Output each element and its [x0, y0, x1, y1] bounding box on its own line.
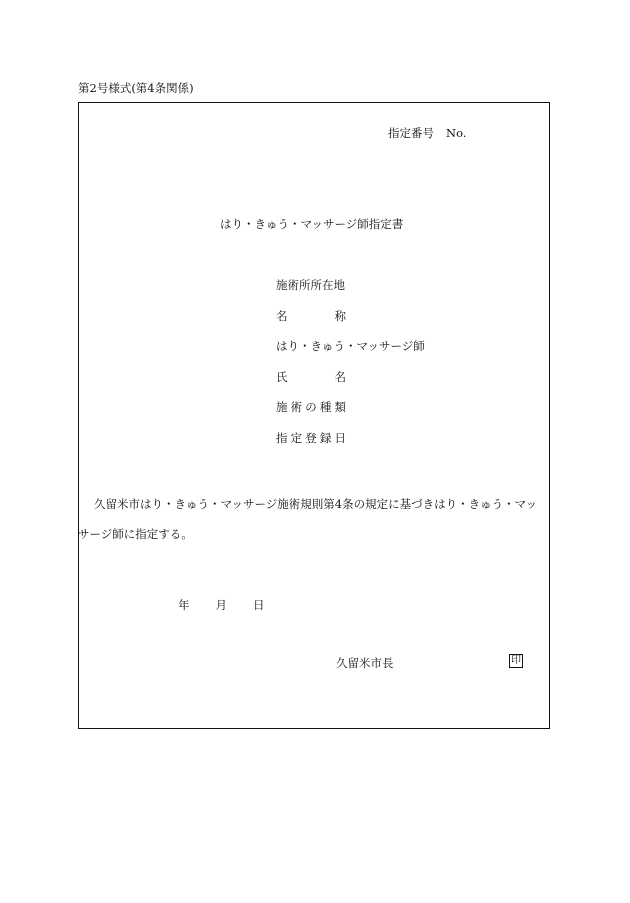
field-treatment-type-char-4: 種: [319, 400, 332, 414]
field-registration-date-char-2: 定: [290, 430, 303, 445]
field-registration-date-label: [276, 430, 346, 446]
field-name-char-2: 称: [334, 308, 346, 323]
field-treatment-type-char-3: の: [305, 400, 317, 414]
field-person-name-char-2: 名: [334, 369, 346, 384]
field-name: [276, 308, 425, 339]
field-facility-location-label: 施術所所在地: [276, 278, 345, 292]
field-name-label: [276, 308, 346, 324]
document-title: はり・きゅう・マッサージ師指定書: [220, 217, 404, 231]
statement-line-2: サージ師に指定する。: [78, 527, 193, 541]
designation-statement: [78, 489, 550, 549]
field-treatment-type-char-2: 術: [290, 400, 303, 414]
field-registration-date-char-1: 指: [276, 430, 288, 445]
field-treatment-type-char-5: 類: [334, 400, 346, 414]
designation-number-label: 指定番号: [388, 126, 434, 140]
field-list: [276, 277, 425, 460]
field-registration-date-char-4: 録: [319, 430, 332, 445]
designation-number: [388, 125, 466, 141]
field-name-char-1: 名: [276, 308, 288, 323]
form-code-label: 第2号様式(第4条関係): [78, 81, 194, 95]
field-practitioner-label: はり・きゅう・マッサージ師: [276, 339, 425, 353]
field-treatment-type-char-1: 施: [276, 400, 288, 414]
number-abbrev: No.: [446, 126, 467, 140]
field-person-name-label: [276, 369, 346, 385]
field-registration-date: [276, 430, 425, 461]
date-year-label: 年: [178, 598, 190, 612]
issuer-title: 久留米市長: [336, 656, 394, 670]
field-person-name: [276, 369, 425, 400]
field-treatment-type-label: [276, 399, 346, 415]
issue-date: [178, 597, 265, 613]
date-day-label: 日: [253, 598, 265, 612]
field-treatment-type: [276, 399, 425, 430]
statement-line-1: 久留米市はり・きゅう・マッサージ施術規則第4条の規定に基づきはり・きゅう・マッ: [94, 497, 538, 511]
field-registration-date-char-3: 登: [305, 430, 317, 445]
field-facility-location: [276, 277, 425, 308]
field-practitioner: [276, 338, 425, 369]
seal-mark: 印: [511, 655, 521, 666]
field-registration-date-char-5: 日: [334, 430, 346, 445]
date-month-label: 月: [215, 598, 227, 612]
field-person-name-char-1: 氏: [276, 369, 288, 384]
